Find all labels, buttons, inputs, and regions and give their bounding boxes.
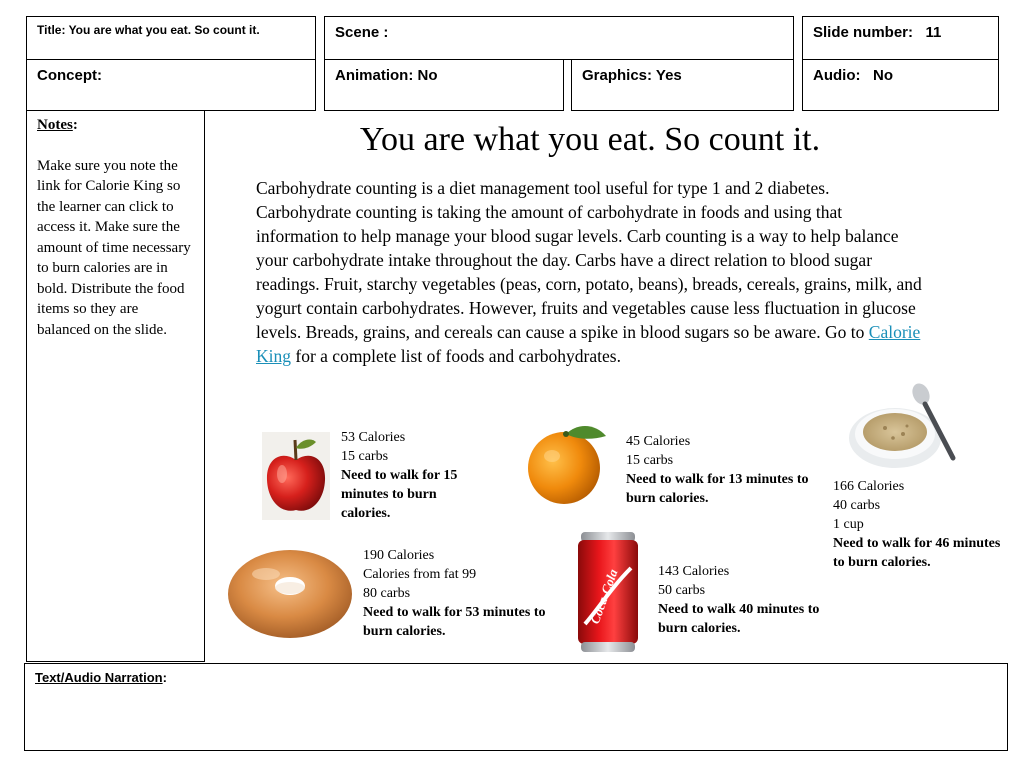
audio-label: Audio: [813,67,861,84]
slide-paragraph: Carbohydrate counting is a diet management tool useful for type 1 and 2 diabetes. Carbohydrate counting is taking the amount of carbohydrate in foods and using that information to help manage your blood sugar levels. Carb counting is a way to help balance your carbohydrate intake throughout the day. Carbs have a direct relation to blood sugar readings. Fruit, starchy vegetables (peas, corn, potato, beans), breads, cereals, grains, milk, and yogurt contain carbohydrates. However, fruits and vegetables cause less fluctuation in glucose levels. Breads, grains, and cereals can cause a spike in blood sugars so be aware. Go to Calorie King for a complete list of foods and carbohydrates. [256,178,922,366]
audio-cell [802,59,999,111]
concept-label: Concept: [37,67,102,84]
oatmeal-info: 166 Calories 40 carbs 1 cup Need to walk for 46 minutes to burn calories. [833,479,1001,570]
notes-body: Make sure you note the link for Calorie King so the learner can click to access it. Make sure the amount of time necessary to burn calories are in bold. Distribute the food items so they are balanced on the slide. [37,157,191,338]
slide-number-label: Slide number: [813,24,914,41]
slide-title: You are what you eat. So count it. [359,121,821,158]
title-cell [26,16,316,60]
notes-heading: Notes: [37,117,78,133]
apple-info: 53 Calories 15 carbs Need to walk for 15 minutes to burn calories. [341,430,458,521]
calorie-king-link[interactable]: Calorie King [256,322,921,366]
slide-number-cell [802,16,999,60]
animation-cell [324,59,564,111]
animation-label: Animation: No [335,67,438,84]
orange-image [526,422,608,508]
narration-label: Text/Audio Narration: [35,670,167,685]
donut-image [226,544,354,640]
notes-panel [26,110,205,662]
narration-panel [24,663,1008,751]
coke-brand-text: Coca-Cola [586,567,621,626]
title-label: Title: You are what you eat. So count it. [37,23,260,37]
slide-number-value: 11 [925,24,942,41]
concept-cell [26,59,316,111]
scene-cell [324,16,794,60]
audio-value: No [873,67,893,84]
orange-info: 45 Calories 15 carbs Need to walk for 13 minutes to burn calories. [626,434,809,506]
scene-label: Scene : [335,24,389,41]
donut-info: 190 Calories Calories from fat 99 80 carbs Need to walk for 53 minutes to burn calories. [363,548,546,639]
graphics-cell [571,59,794,111]
apple-image [262,432,330,520]
coke-can-image [575,528,641,656]
graphics-label: Graphics: Yes [582,67,682,84]
oatmeal-image [845,382,963,472]
coke-info: 143 Calories 50 carbs Need to walk 40 minutes to burn calories. [658,564,820,636]
